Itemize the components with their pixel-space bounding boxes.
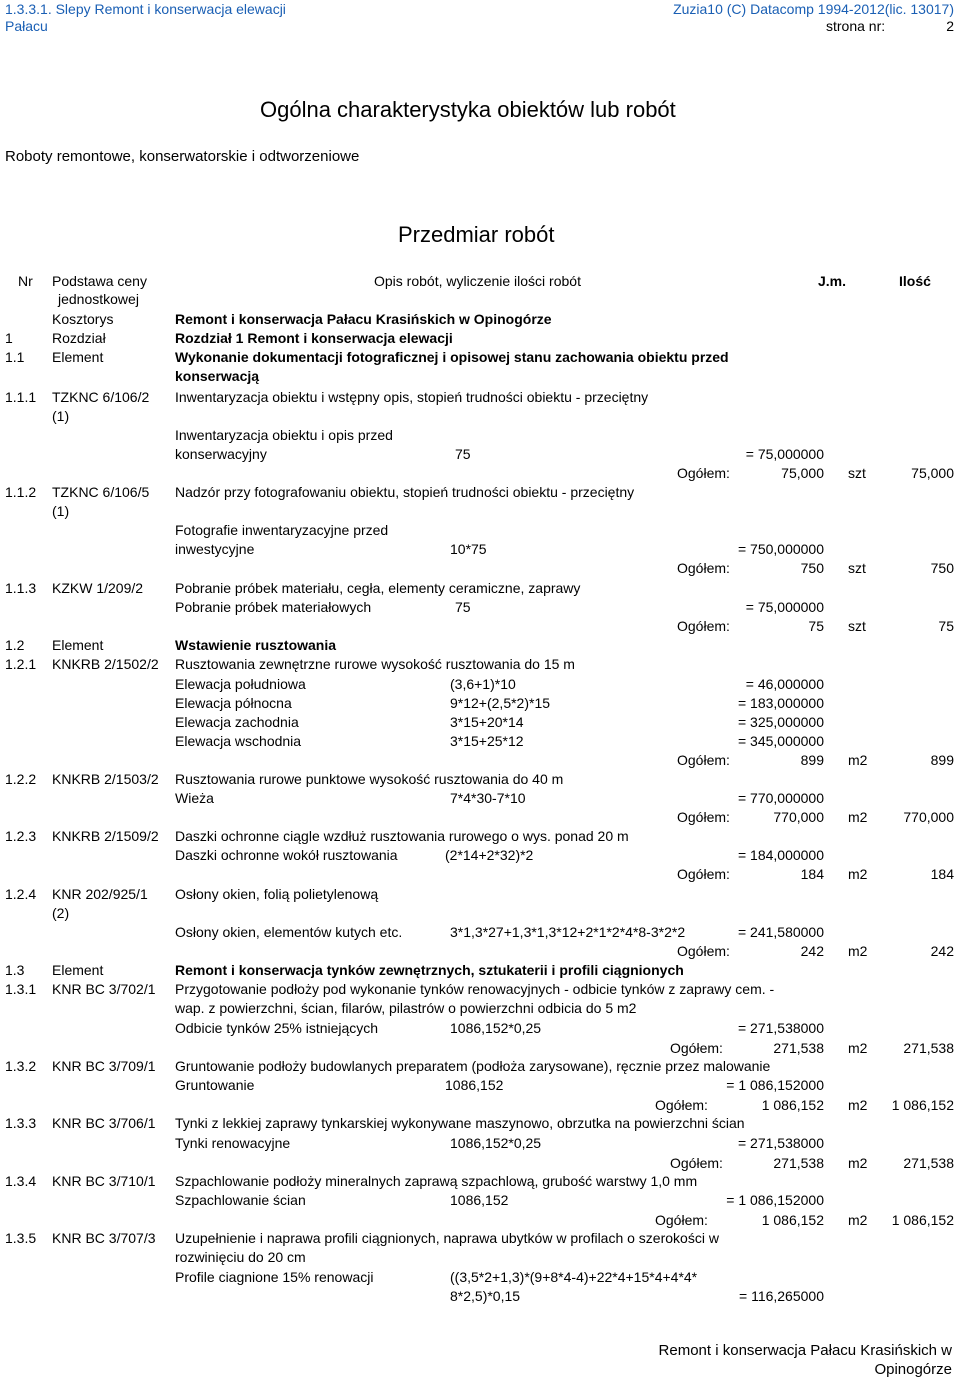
- row-basis: KNR BC 3/707/3: [52, 1230, 156, 1246]
- calc-name-cont: konserwacyjny: [175, 446, 267, 462]
- calc-name: Odbicie tynków 25% istniejących: [175, 1020, 379, 1036]
- header-page-label: strona nr:: [826, 18, 886, 34]
- row-quantity: 770,000: [903, 809, 954, 825]
- calc-name: Wieża: [175, 790, 214, 806]
- row-basis: KNR BC 3/710/1: [52, 1173, 156, 1189]
- total-label: Ogółem:: [677, 752, 730, 768]
- calc-result: = 770,000000: [737, 790, 824, 806]
- row-basis: Kosztorys: [52, 311, 114, 327]
- calc-expression: (3,6+1)*10: [450, 676, 516, 692]
- row-basis: TZKNC 6/106/2: [52, 389, 150, 405]
- row-nr: 1.1.1: [5, 389, 37, 405]
- col-nr: Nr: [18, 273, 33, 289]
- total-value: 271,538: [773, 1155, 824, 1171]
- calc-result: = 183,000000: [737, 695, 824, 711]
- row-basis: Element: [52, 349, 104, 365]
- calc-name: Elewacja wschodnia: [175, 733, 302, 749]
- calc-expression: 75: [455, 599, 471, 615]
- calc-expression: 10*75: [450, 541, 487, 557]
- row-description: Osłony okien, folią polietylenową: [175, 886, 379, 902]
- total-value: 271,538: [773, 1040, 824, 1056]
- row-nr: 1: [5, 330, 13, 346]
- row-nr: 1.3.5: [5, 1230, 37, 1246]
- calc-name: Szpachlowanie ścian: [175, 1192, 306, 1208]
- row-basis: Rozdział: [52, 330, 106, 346]
- total-value: 899: [800, 752, 824, 768]
- row-description: Wstawienie rusztowania: [175, 637, 337, 653]
- calc-result: = 46,000000: [745, 676, 824, 692]
- row-basis-cont: (2): [52, 905, 70, 921]
- row-quantity: 1 086,152: [891, 1097, 954, 1113]
- calc-result: = 241,580000: [737, 924, 824, 940]
- row-basis: Element: [52, 962, 104, 978]
- total-value: 75,000: [781, 465, 824, 481]
- row-description: Daszki ochronne ciągle wzdłuż rusztowania rurowego o wys. ponad 20 m: [175, 828, 629, 844]
- row-basis: Element: [52, 637, 104, 653]
- row-nr: 1.3.2: [5, 1058, 37, 1074]
- row-description-cont: konserwacją: [175, 368, 260, 384]
- total-label: Ogółem:: [677, 560, 730, 576]
- calc-result: = 271,538000: [737, 1020, 824, 1036]
- row-quantity: 1 086,152: [891, 1212, 954, 1228]
- calc-expression: 1086,152*0,25: [450, 1020, 542, 1036]
- row-unit: szt: [848, 618, 866, 634]
- total-label: Ogółem:: [677, 866, 730, 882]
- row-basis: KNR BC 3/709/1: [52, 1058, 156, 1074]
- row-description: Pobranie próbek materiału, cegła, elementy ceramiczne, zaprawy: [175, 580, 581, 596]
- row-quantity: 75: [938, 618, 954, 634]
- header-doc-ref-cont: Pałacu: [5, 18, 48, 34]
- calc-expression: ((3,5*2+1,3)*(9+8*4-4)+22*4+15*4+4*4*: [450, 1269, 698, 1285]
- row-nr: 1.2.2: [5, 771, 37, 787]
- col-description: Opis robót, wyliczenie ilości robót: [374, 273, 581, 289]
- header-page-number: 2: [946, 18, 954, 34]
- total-value: 242: [800, 943, 824, 959]
- calc-expression: 3*1,3*27+1,3*1,3*12+2*1*2*4*8-3*2*2: [450, 924, 686, 940]
- col-unit: J.m.: [818, 273, 847, 289]
- calc-name: Osłony okien, elementów kutych etc.: [175, 924, 403, 940]
- row-nr: 1.2.1: [5, 656, 37, 672]
- row-nr: 1.1.3: [5, 580, 37, 596]
- row-quantity: 899: [930, 752, 954, 768]
- calc-name: Elewacja zachodnia: [175, 714, 299, 730]
- calc-result: = 271,538000: [737, 1135, 824, 1151]
- calc-expression: 1086,152*0,25: [450, 1135, 542, 1151]
- page-title: Ogólna charakterystyka obiektów lub robót: [260, 97, 676, 122]
- row-description-cont: rozwinięciu do 20 cm: [175, 1249, 306, 1265]
- calc-expression: 1086,152: [445, 1077, 504, 1093]
- row-quantity: 271,538: [903, 1155, 954, 1171]
- row-nr: 1.3: [5, 962, 25, 978]
- col-basis-cont: jednostkowej: [58, 291, 139, 307]
- total-value: 770,000: [773, 809, 824, 825]
- calc-expression: 9*12+(2,5*2)*15: [450, 695, 551, 711]
- row-description: Szpachlowanie podłoży mineralnych zaprawą szpachlową, grubość warstwy 1,0 mm: [175, 1173, 698, 1189]
- row-nr: 1.1.2: [5, 484, 37, 500]
- row-description: Tynki z lekkiej zaprawy tynkarskiej wykonywane maszynowo, obrzutka na powierzchni ścian: [175, 1115, 745, 1131]
- calc-expression: 3*15+25*12: [450, 733, 524, 749]
- calc-result: = 75,000000: [745, 446, 824, 462]
- total-label: Ogółem:: [670, 1040, 723, 1056]
- row-unit: szt: [848, 465, 866, 481]
- row-nr: 1.2: [5, 637, 25, 653]
- row-description: Uzupełnienie i naprawa profili ciągnionych, naprawa ubytków w profilach o szerokości w: [175, 1230, 719, 1246]
- row-description: Remont i konserwacja Pałacu Krasińskich w Opinogórze: [175, 311, 552, 327]
- calc-name: Pobranie próbek materiałowych: [175, 599, 372, 615]
- row-unit: m2: [848, 1155, 868, 1171]
- row-nr: 1.2.3: [5, 828, 37, 844]
- row-unit: m2: [848, 1212, 868, 1228]
- footer-project: Remont i konserwacja Pałacu Krasińskich w: [658, 1342, 952, 1359]
- calc-name: Tynki renowacyjne: [175, 1135, 291, 1151]
- calc-name: Profile ciagnione 15% renowacji: [175, 1269, 374, 1285]
- row-basis: KNKRB 2/1503/2: [52, 771, 159, 787]
- row-quantity: 242: [930, 943, 954, 959]
- calc-name: Elewacja południowa: [175, 676, 306, 692]
- row-quantity: 184: [930, 866, 954, 882]
- row-nr: 1.3.3: [5, 1115, 37, 1131]
- row-quantity: 271,538: [903, 1040, 954, 1056]
- calc-name: Elewacja północna: [175, 695, 292, 711]
- row-basis: KNR BC 3/706/1: [52, 1115, 156, 1131]
- row-description-cont: wap. z powierzchni, ścian, filarów, pilastrów o powierzchni odbicia do 5 m2: [175, 1000, 637, 1016]
- page-subtitle: Roboty remontowe, konserwatorskie i odtworzeniowe: [5, 148, 360, 165]
- calc-expression-cont: 8*2,5)*0,15: [450, 1288, 521, 1304]
- section-title: Przedmiar robót: [398, 222, 555, 247]
- calc-name: Gruntowanie: [175, 1077, 255, 1093]
- calc-name: Fotografie inwentaryzacyjne przed: [175, 522, 389, 538]
- row-description: Wykonanie dokumentacji fotograficznej i opisowej stanu zachowania obiektu przed: [175, 349, 729, 365]
- col-basis: Podstawa ceny: [52, 273, 147, 289]
- row-basis-cont: (1): [52, 408, 70, 424]
- calc-result: = 345,000000: [737, 733, 824, 749]
- row-nr: 1.2.4: [5, 886, 37, 902]
- row-basis: KNR 202/925/1: [52, 886, 148, 902]
- total-label: Ogółem:: [677, 618, 730, 634]
- row-nr: 1.1: [5, 349, 25, 365]
- row-description: Przygotowanie podłoży pod wykonanie tynków renowacyjnych - odbicie tynków z zaprawy cem. -: [175, 981, 775, 997]
- total-label: Ogółem:: [677, 943, 730, 959]
- row-basis: TZKNC 6/106/5: [52, 484, 150, 500]
- calc-expression: 1086,152: [450, 1192, 509, 1208]
- total-value: 1 086,152: [761, 1212, 824, 1228]
- total-label: Ogółem:: [655, 1097, 708, 1113]
- calc-expression: 7*4*30-7*10: [450, 790, 526, 806]
- row-basis-cont: (1): [52, 503, 70, 519]
- calc-result: = 750,000000: [737, 541, 824, 557]
- row-description: Remont i konserwacja tynków zewnętrznych, sztukaterii i profili ciągnionych: [175, 962, 684, 978]
- calc-result: = 1 086,152000: [726, 1077, 824, 1093]
- calc-result: = 116,265000: [739, 1288, 824, 1304]
- total-value: 184: [800, 866, 824, 882]
- calc-result: = 184,000000: [737, 847, 824, 863]
- total-label: Ogółem:: [677, 465, 730, 481]
- row-description: Rusztowania rurowe punktowe wysokość rusztowania do 40 m: [175, 771, 564, 787]
- total-value: 1 086,152: [761, 1097, 824, 1113]
- calc-name: Daszki ochronne wokół rusztowania: [175, 847, 398, 863]
- row-basis: KNKRB 2/1509/2: [52, 828, 159, 844]
- total-value: 750: [800, 560, 824, 576]
- row-basis: KZKW 1/209/2: [52, 580, 144, 596]
- header-doc-ref: 1.3.3.1. Slepy Remont i konserwacja elewacji: [5, 1, 286, 17]
- row-unit: m2: [848, 943, 868, 959]
- row-description: Inwentaryzacja obiektu i wstępny opis, stopień trudności obiektu - przeciętny: [175, 389, 649, 405]
- footer-project-cont: Opinogórze: [874, 1361, 952, 1378]
- row-quantity: 750: [930, 560, 954, 576]
- row-nr: 1.3.1: [5, 981, 37, 997]
- header-software: Zuzia10 (C) Datacomp 1994-2012(lic. 13017): [673, 1, 954, 17]
- row-unit: m2: [848, 752, 868, 768]
- calc-expression: 75: [455, 446, 471, 462]
- row-unit: m2: [848, 809, 868, 825]
- row-basis: KNR BC 3/702/1: [52, 981, 156, 997]
- total-label: Ogółem:: [677, 809, 730, 825]
- calc-name-cont: inwestycyjne: [175, 541, 255, 557]
- row-description: Rusztowania zewnętrzne rurowe wysokość rusztowania do 15 m: [175, 656, 575, 672]
- calc-result: = 1 086,152000: [726, 1192, 824, 1208]
- row-nr: 1.3.4: [5, 1173, 37, 1189]
- total-label: Ogółem:: [655, 1212, 708, 1228]
- row-description: Nadzór przy fotografowaniu obiektu, stopień trudności obiektu - przeciętny: [175, 484, 635, 500]
- row-description: Gruntowanie podłoży budowlanych preparatem (podłoża zarysowane), ręcznie przez malowanie: [175, 1058, 771, 1074]
- row-unit: szt: [848, 560, 866, 576]
- calc-expression: 3*15+20*14: [450, 714, 524, 730]
- row-quantity: 75,000: [911, 465, 954, 481]
- col-quantity: Ilość: [899, 273, 931, 289]
- total-value: 75: [808, 618, 824, 634]
- row-basis: KNKRB 2/1502/2: [52, 656, 159, 672]
- total-label: Ogółem:: [670, 1155, 723, 1171]
- calc-expression: (2*14+2*32)*2: [445, 847, 534, 863]
- calc-result: = 325,000000: [737, 714, 824, 730]
- calc-name: Inwentaryzacja obiektu i opis przed: [175, 427, 393, 443]
- calc-result: = 75,000000: [745, 599, 824, 615]
- row-unit: m2: [848, 1040, 868, 1056]
- row-unit: m2: [848, 866, 868, 882]
- row-unit: m2: [848, 1097, 868, 1113]
- row-description: Rozdział 1 Remont i konserwacja elewacji: [175, 330, 453, 346]
